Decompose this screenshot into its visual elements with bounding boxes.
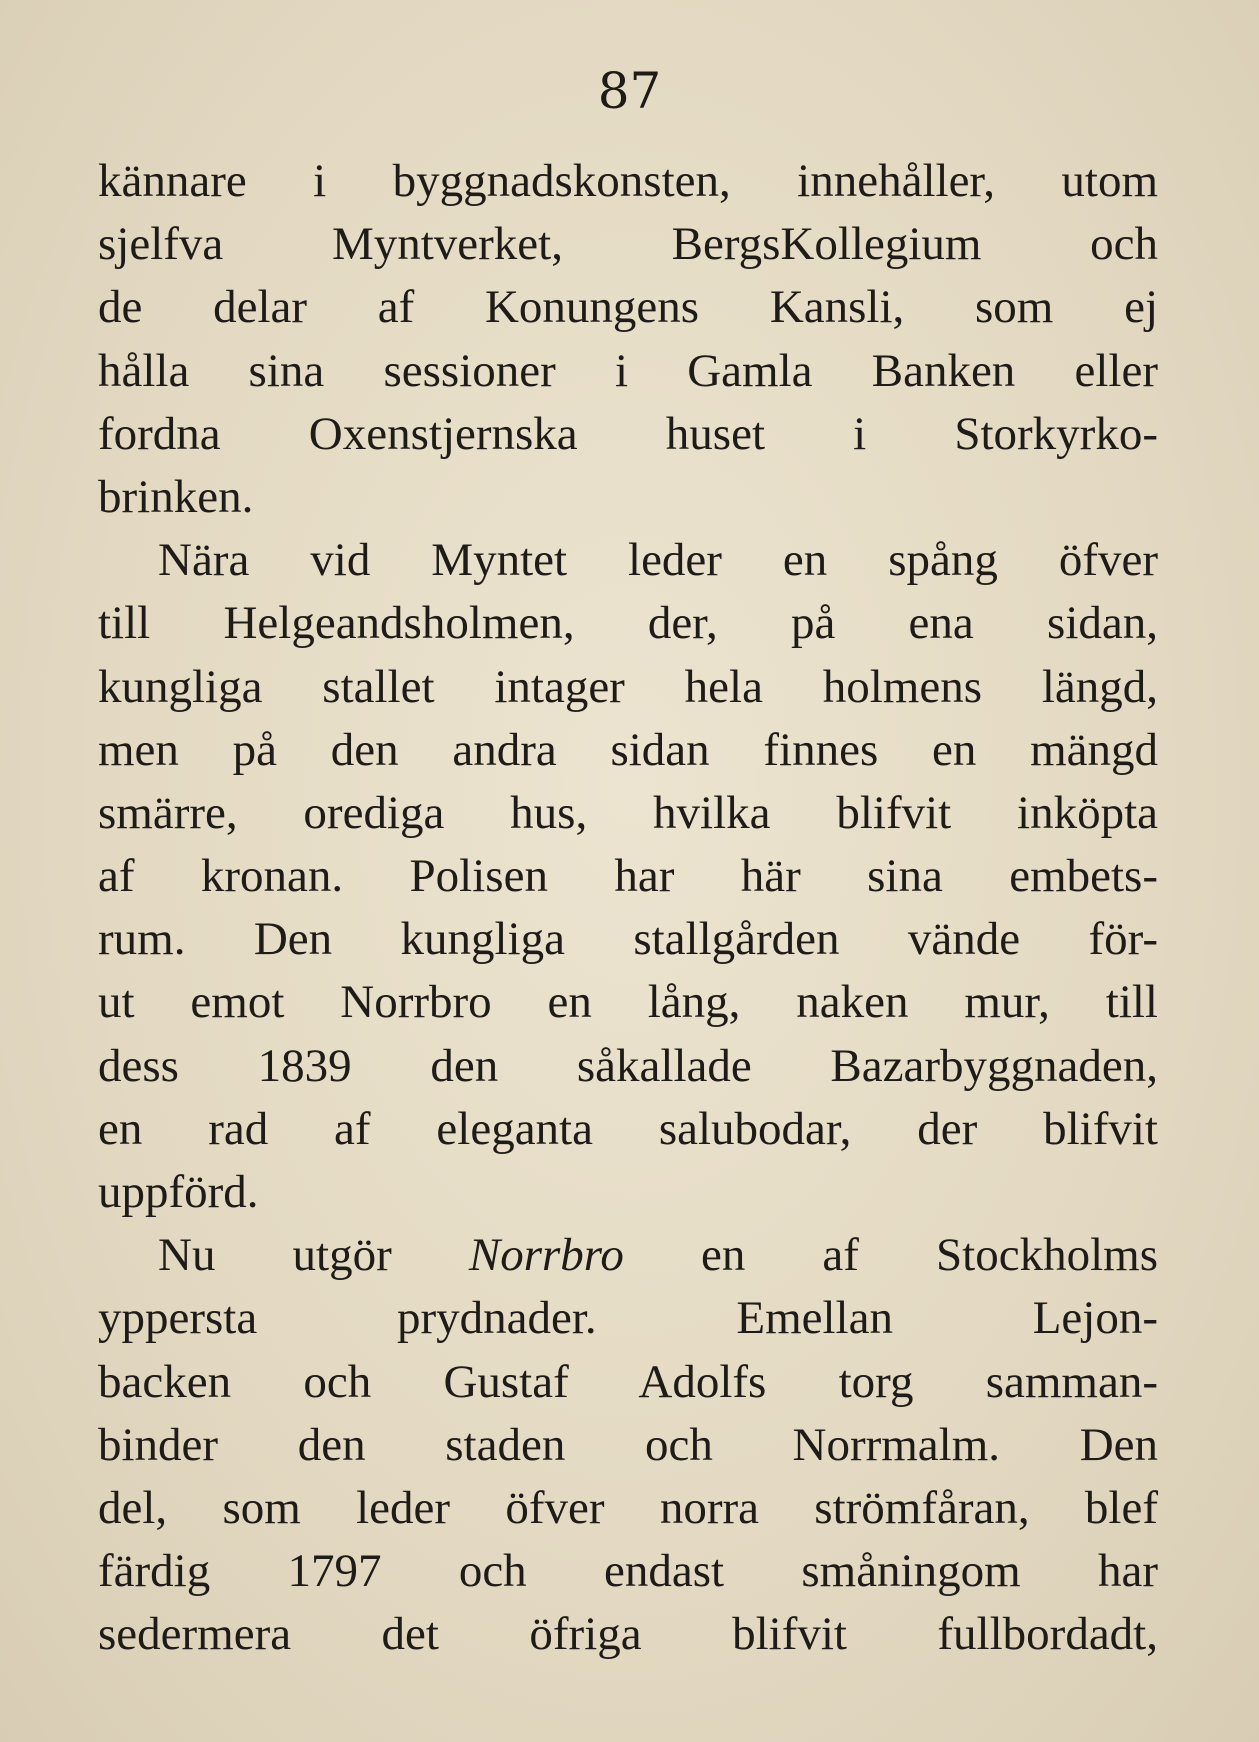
text-line: kungliga stallet intager hela holmens längd, [98,660,1158,713]
text-segment: Nu utgör [158,1229,392,1282]
text-line: binder den staden och Norrmalm. Den [98,1418,1158,1471]
text-line: de delar af Konungens Kansli, som ej [98,281,1158,334]
text-line: yppersta prydnader. Emellan Lejon- [98,1292,1158,1345]
italic-place-name: Norrbro [468,1229,624,1282]
text-line [98,1224,1158,1287]
text-line: uppförd. [98,1166,259,1218]
text-line: brinken. [98,470,254,523]
text-line: men på den andra sidan finnes en mängd [98,723,1158,776]
text-line: af kronan. Polisen har här sina embets- [98,850,1158,903]
text-line: backen och Gustaf Adolfs torg samman- [98,1355,1158,1408]
text-segment: en af Stockholms [700,1229,1159,1282]
text-line: en rad af eleganta salubodar, der blifvit [98,1102,1158,1155]
text-line: sjelfva Myntverket, BergsKollegium och [98,218,1158,271]
body-text [98,150,1158,1667]
text-line: Nära vid Myntet leder en spång öfver [158,534,1158,587]
text-line: fordna Oxenstjernska huset i Storkyrko- [98,407,1158,460]
page-number: 87 [597,62,662,120]
text-line: till Helgeandsholmen, der, på ena sidan, [98,597,1158,650]
text-line: ut emot Norrbro en lång, naken mur, till [98,976,1158,1029]
text-line: del, som leder öfver norra strömfåran, blef [98,1481,1158,1534]
text-line: rum. Den kungliga stallgården vände för- [98,913,1158,966]
text-line: sedermera det öfriga blifvit fullbordadt, [98,1608,1158,1661]
text-line: kännare i byggnadskonsten, innehåller, utom [98,155,1158,207]
text-line: dess 1839 den såkallade Bazarbyggnaden, [98,1039,1158,1092]
text-line: färdig 1797 och endast småningom har [98,1545,1158,1598]
text-line: hålla sina sessioner i Gamla Banken eller [98,344,1158,397]
text-line: smärre, orediga hus, hvilka blifvit inköpta [98,786,1158,839]
